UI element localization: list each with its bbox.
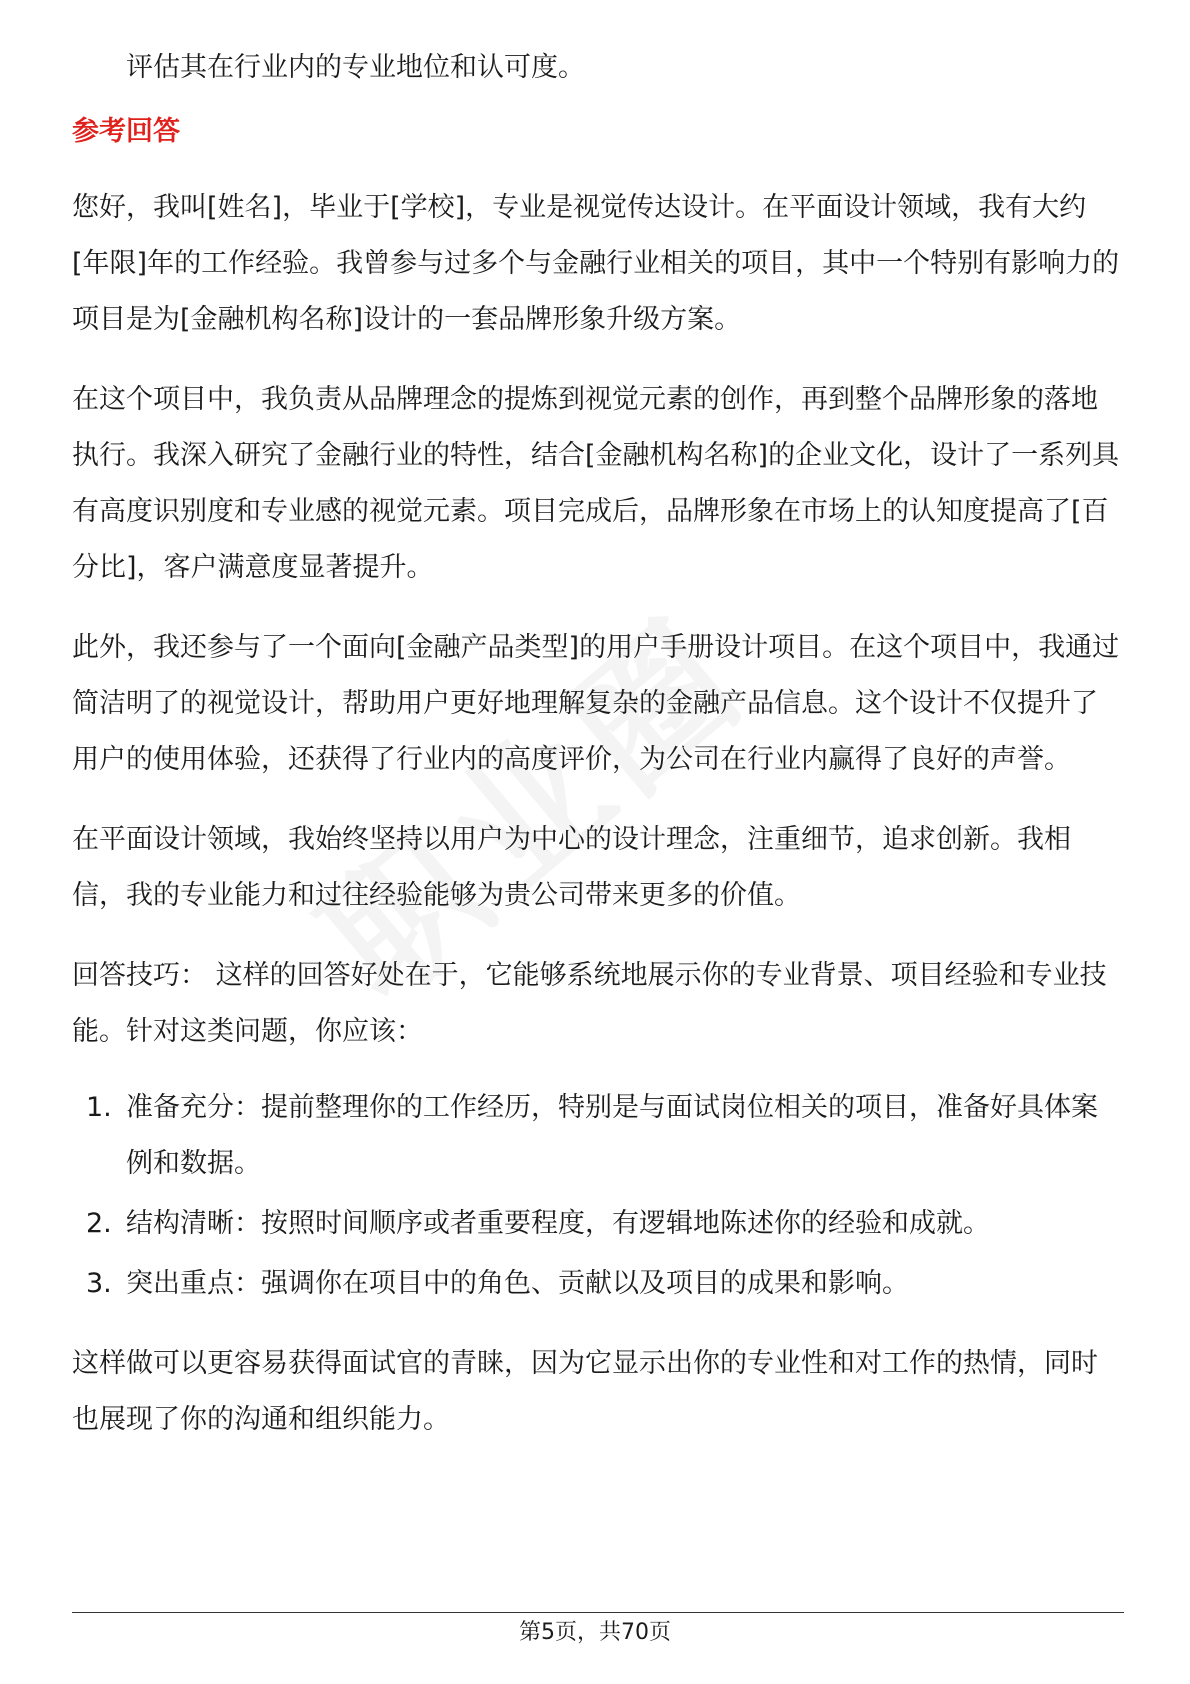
paragraph-manual: 此外，我还参与了一个面向[金融产品类型]的用户手册设计项目。在这个项目中，我通过简洁明了的视觉设计，帮助用户更好地理解复杂的金融产品信息。这个设计不仅提升了用户的使用体验，还获得了行业内的高度评价，为公司在行业内赢得了良好的声誉。 [72,632,1120,775]
list-item [72,1196,1122,1252]
tips-list [72,1080,1122,1312]
intro-line: 评估其在行业内的专业地位和认可度。 [126,52,585,83]
list-number: 1. [86,1092,112,1123]
list-text: 结构清晰：按照时间顺序或者重要程度，有逻辑地陈述你的经验和成就。 [126,1208,990,1239]
list-item [72,1256,1122,1312]
list-number: 2. [86,1208,112,1239]
paragraph-project: 在这个项目中，我负责从品牌理念的提炼到视觉元素的创作，再到整个品牌形象的落地执行。我深入研究了金融行业的特性，结合[金融机构名称]的企业文化，设计了一系列具有高度识别度和专业感的视觉元素。项目完成后，品牌形象在市场上的认知度提高了[百分比]，客户满意度显著提升。 [72,384,1120,583]
list-text: 准备充分：提前整理你的工作经历，特别是与面试岗位相关的项目，准备好具体案例和数据。 [126,1092,1098,1179]
list-text: 突出重点：强调你在项目中的角色、贡献以及项目的成果和影响。 [126,1268,909,1299]
footer-divider [72,1612,1124,1613]
paragraph-tips-intro: 回答技巧： 这样的回答好处在于，它能够系统地展示你的专业背景、项目经验和专业技能。针对这类问题，你应该： [72,960,1107,1047]
paragraph-intro: 您好，我叫[姓名]，毕业于[学校]，专业是视觉传达设计。在平面设计领域，我有大约[年限]年的工作经验。我曾参与过多个与金融行业相关的项目，其中一个特别有影响力的项目是为[金融机构名称]设计的一套品牌形象升级方案。 [72,192,1120,335]
section-heading: 参考回答 [72,116,180,147]
list-item [72,1080,1122,1192]
page-number: 第5页，共70页 [519,1620,671,1645]
paragraph-philosophy: 在平面设计领域，我始终坚持以用户为中心的设计理念，注重细节，追求创新。我相信，我的专业能力和过往经验能够为贵公司带来更多的价值。 [72,824,1071,911]
paragraph-closing: 这样做可以更容易获得面试官的青睐，因为它显示出你的专业性和对工作的热情，同时也展现了你的沟通和组织能力。 [72,1348,1098,1435]
list-number: 3. [86,1268,112,1299]
document-content [72,40,1122,1448]
